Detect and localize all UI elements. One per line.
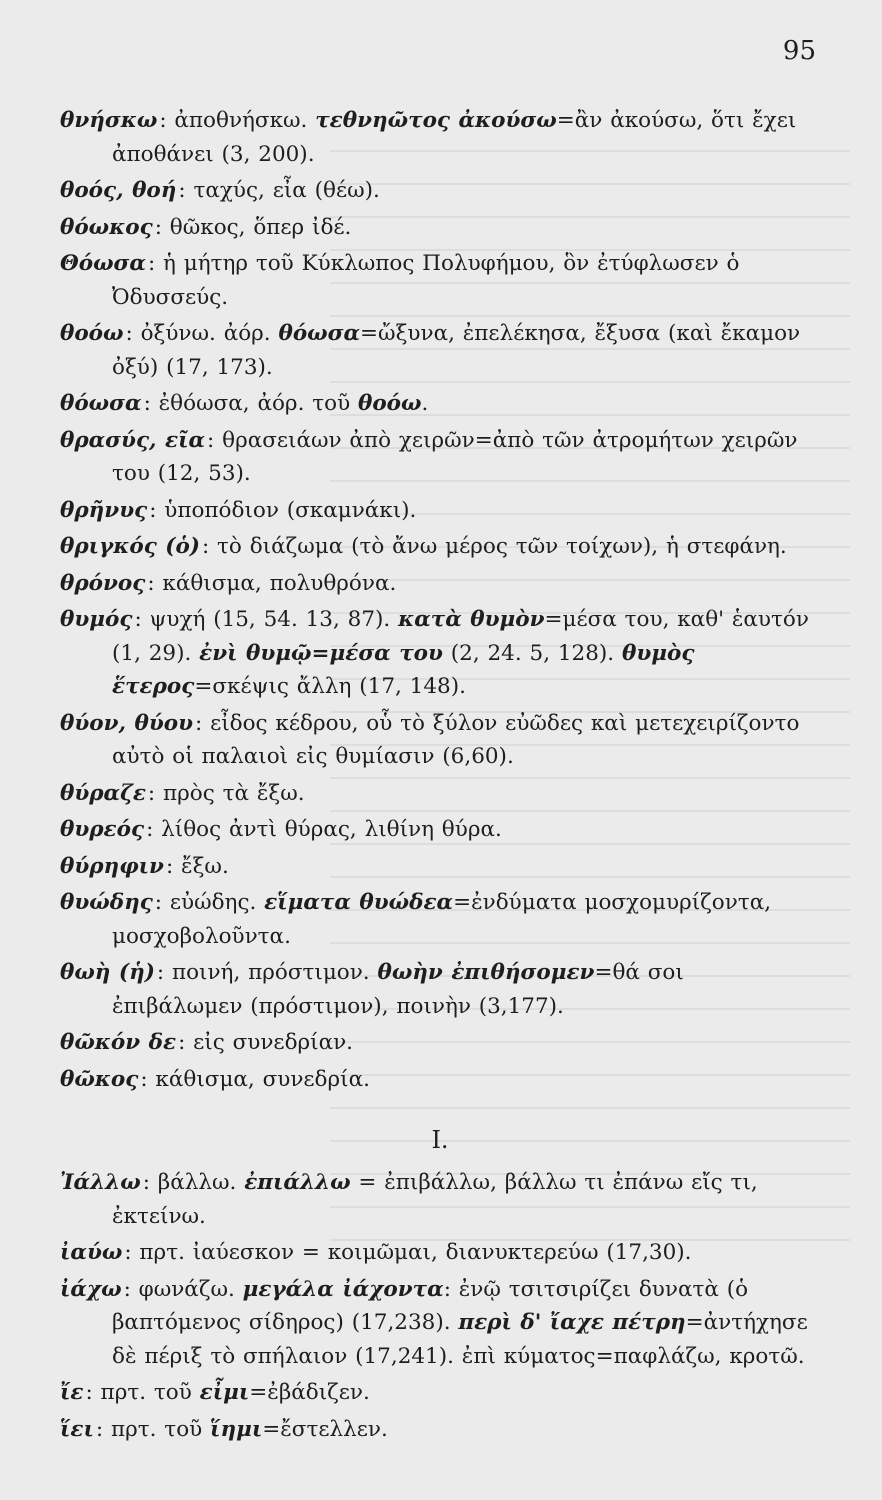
entry-definition: : λίθος ἀντὶ θύρας, λιθίνη θύρα. [146, 817, 502, 842]
entry-definition: =σκέψις ἄλλη (17, 148). [194, 674, 466, 699]
entry-definition: : πρὸς τὰ ἔξω. [147, 780, 305, 806]
dictionary-entry [60, 1236, 820, 1270]
entry-definition: : θῶκος, ὅπερ ἰδέ. [154, 214, 352, 240]
entry-phrase: ἐνὶ θυμῷ=μέσα του [199, 640, 443, 666]
entry-lemma: θοόω [60, 321, 124, 346]
dictionary-entry [60, 1273, 820, 1374]
dictionary-entry [60, 1413, 820, 1447]
entry-lemma: θόωκος [60, 214, 153, 240]
dictionary-entry [60, 317, 820, 384]
entry-definition: : πρτ. τοῦ [85, 1380, 200, 1405]
entry-lemma: ἵει [60, 1416, 94, 1442]
dictionary-entry [60, 530, 820, 564]
dictionary-entry [60, 777, 820, 811]
dictionary-entry [60, 707, 820, 774]
entry-phrase: θοόω [357, 391, 422, 416]
dictionary-entry [60, 211, 820, 245]
entry-lemma: Θόωσα [60, 251, 146, 276]
iota-entries [60, 1166, 820, 1446]
entry-lemma: θύον, θύου [60, 710, 194, 736]
entry-definition: : ἐνῷ τσιτσιρίζει δυνατὰ (ὁ βαπτόμενος σίδηρος) (17,238). [112, 1276, 749, 1335]
entry-lemma: θωὴ (ἡ) [60, 960, 155, 985]
entry-definition: : τὸ διάζωμα (τὸ ἄνω μέρος τῶν τοίχων), ἡ στεφάνη. [201, 534, 787, 559]
entry-definition: =ἂν ἀκούσω, ὅτι ἔχει ἀποθάνει (3, 200). [112, 108, 797, 167]
entry-definition: =ἀντήχησε δὲ πέριξ τὸ σπήλαιον (17,241). ἐπὶ κύματος=παφλάζω, κροτῶ. [112, 1310, 808, 1369]
entry-phrase: ἵημι [210, 1416, 263, 1442]
section-heading: I. [431, 1126, 449, 1154]
entry-definition: : ἡ μήτηρ τοῦ Κύκλωπος Πολυφήμου, ὃν ἐτύφλωσεν ὁ Ὀδυσσεύς. [112, 251, 740, 310]
entry-definition: =ὤξυνα, ἐπελέκησα, ἔξυσα (καὶ ἔκαμον ὀξύ) (17, 173). [112, 321, 801, 380]
dictionary-entry [60, 813, 820, 847]
entry-phrase: θυμὸς ἕτερος [112, 640, 695, 699]
entries-list [60, 104, 820, 1449]
dictionary-entry [60, 387, 820, 421]
entry-lemma: θῶκος [60, 1066, 139, 1092]
dictionary-entry [60, 1166, 820, 1233]
entry-definition: : εἰς συνεδρίαν. [178, 1030, 354, 1055]
entry-definition: : βάλλω. [142, 1170, 245, 1195]
entry-definition: : ὀξύνω. ἀόρ. [125, 321, 279, 346]
entry-phrase: θόωσα [278, 321, 361, 346]
entry-definition: = ἐπιβάλλω, βάλλω τι ἐπάνω εἴς τι, ἐκτείνω. [112, 1170, 758, 1229]
dictionary-entry [60, 850, 820, 884]
dictionary-entry [60, 603, 820, 704]
dictionary-entry [60, 174, 820, 208]
entry-definition: : εἶδος κέδρου, οὗ τὸ ξύλον εὐῶδες καὶ μετεχειρίζοντο αὐτὸ οἱ παλαιοὶ εἰς θυμίασιν (6,60). [112, 710, 800, 769]
theta-entries [60, 104, 820, 1096]
entry-definition: : ὑποπόδιον (σκαμνάκι). [149, 497, 417, 523]
entry-definition: (2, 24. 5, 128). [442, 640, 622, 666]
entry-phrase: τεθνηῶτος ἀκούσω [315, 108, 557, 133]
entry-lemma: θυμός [60, 607, 133, 632]
entry-lemma: θύρηφιν [60, 853, 164, 879]
entry-lemma: ἴε [60, 1380, 84, 1405]
entry-lemma: θρῆνυς [60, 497, 148, 523]
entry-lemma: θυρεός [60, 817, 145, 842]
entry-lemma: θυώδης [60, 890, 153, 915]
dictionary-entry [60, 104, 820, 171]
dictionary-entry [60, 1376, 820, 1410]
dictionary-entry [60, 494, 820, 528]
entry-phrase: θωὴν ἐπιθήσομεν [377, 960, 595, 985]
entry-lemma: θύραζε [60, 780, 146, 806]
entry-phrase: μεγάλα ἰάχοντα [242, 1276, 444, 1302]
entry-definition: =μέσα του, καθ' ἑαυτόν (1, 29). [112, 607, 809, 666]
entry-definition: : ψυχή (15, 54. 13, 87). [134, 607, 399, 632]
entry-definition: : εὐώδης. [154, 890, 265, 915]
entry-definition: : ἔξω. [165, 853, 229, 879]
entry-lemma: ἰάχω [60, 1276, 122, 1302]
entry-definition: =ἐβάδιζεν. [249, 1380, 370, 1405]
entry-lemma: Ἰάλλω [60, 1170, 141, 1195]
page-number: 95 [782, 36, 816, 66]
entry-definition: : θρασειάων ἀπὸ χειρῶν=ἀπὸ τῶν ἀτρομήτων χειρῶν του (12, 53). [112, 427, 798, 486]
entry-phrase: περὶ δ' ἴαχε πέτρη [458, 1310, 686, 1335]
entry-lemma: θόωσα [60, 391, 142, 416]
entry-lemma: θριγκός (ὁ) [60, 534, 200, 559]
entry-definition: : ταχύς, εἶα (θέω). [178, 178, 380, 203]
entry-definition: . [421, 391, 429, 416]
entry-phrase: εἵματα θυώδεα [264, 890, 454, 915]
entry-phrase: κατὰ θυμὸν [398, 607, 545, 632]
entry-phrase: ἐπιάλλω [244, 1170, 351, 1195]
entry-lemma: θοός, θοή [60, 178, 177, 203]
dictionary-entry [60, 886, 820, 953]
dictionary-entry [60, 247, 820, 314]
entry-definition: : πρτ. ἰαύεσκον = κοιμῶμαι, διανυκτερεύω (17,30). [124, 1240, 692, 1265]
dictionary-entry [60, 567, 820, 601]
entry-lemma: θῶκόν δε [60, 1030, 177, 1055]
entry-lemma: θνήσκω [60, 108, 158, 133]
dictionary-entry [60, 1063, 820, 1097]
entry-definition: : φωνάζω. [123, 1276, 243, 1302]
entry-definition: =θά σοι ἐπιβάλωμεν (πρόστιμον), ποινὴν (3,177). [112, 960, 684, 1019]
entry-phrase: εἶμι [199, 1380, 250, 1405]
entry-definition: =ἐνδύματα μοσχομυρίζοντα, μοσχοβολοῦντα. [112, 890, 772, 949]
entry-lemma: θρόνος [60, 570, 146, 596]
entry-definition: : κάθισμα, συνεδρία. [140, 1066, 370, 1092]
dictionary-entry [60, 956, 820, 1023]
dictionary-entry [60, 424, 820, 491]
entry-definition: : ποινή, πρόστιμον. [156, 960, 378, 985]
entry-lemma: θρασύς, εῖα [60, 427, 206, 453]
dictionary-entry [60, 1026, 820, 1060]
entry-lemma: ἰαύω [60, 1240, 123, 1265]
entry-definition: : κάθισμα, πολυθρόνα. [147, 570, 397, 596]
entry-definition: =ἔστελλεν. [262, 1416, 388, 1442]
entry-definition: : ἀποθνήσκω. [159, 108, 316, 133]
entry-definition: : ἐθόωσα, ἀόρ. τοῦ [143, 391, 358, 416]
entry-definition: : πρτ. τοῦ [95, 1416, 211, 1442]
